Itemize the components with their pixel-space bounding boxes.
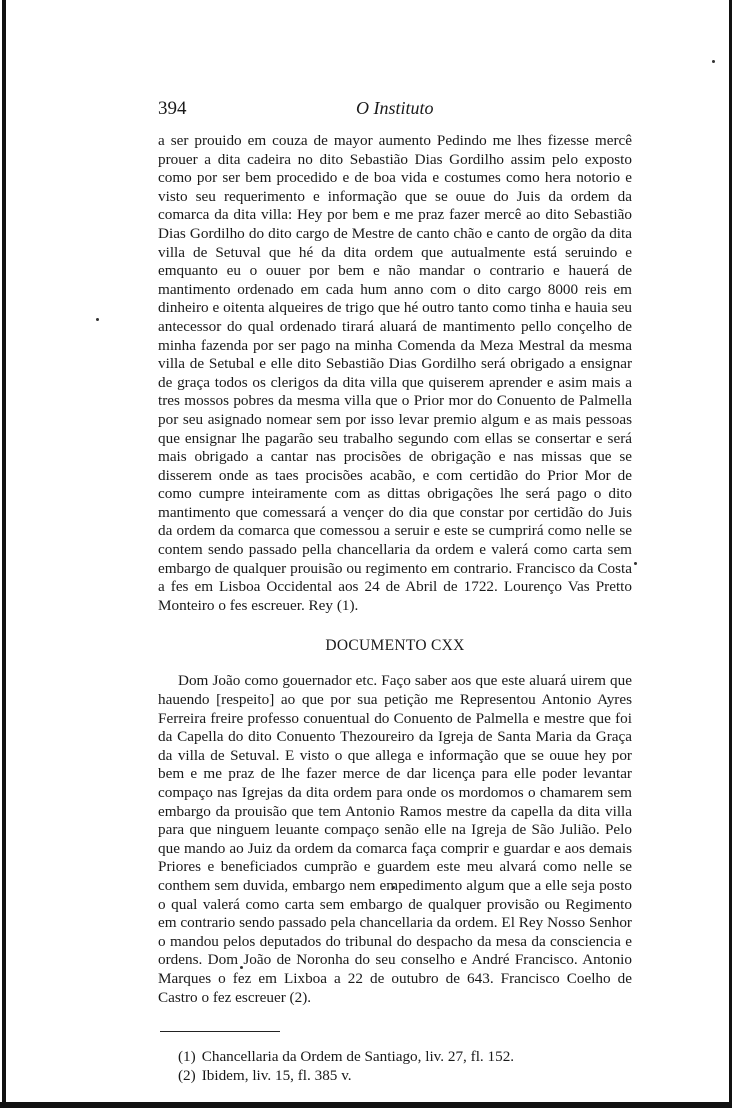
footnote-marker: (2)	[178, 1066, 196, 1084]
document-body-paragraph: a ser prouido em couza de mayor aumento Pedindo me lhes fizesse mercê prouer a dita cadeira no dito Sebastião Dias Gordilho assim pelo exposto como por ser bem procedido e de boa vida e costumes como hera notorio e visto seu requerimento e informação que se ouue do Juis da ordem da comarca da dita villa: Hey por bem e me praz fazer mercê ao dito Sebastião Dias Gordilho do dito cargo de Mestre de canto chão e canto de orgão da dita villa de Setuval que hé da dita ordem que autualmente está seruindo e emquanto eu o ouuer por bem e não mandar o contrario e hauerá de mantimento ordenado em cada hum anno com o dito cargo 8000 reis em dinheiro e oitenta alqueires de trigo que hé outro tanto como tinha e hauia seu antecessor do qual ordenado tirará aluará de mantimento pello conçelho de minha fazenda por ser pago na minha Comenda da Meza Mestral da mesma villa de Setubal e elle dito Sebastião Dias Gordilho será obrigado a ensignar de graça todos os clerigos da dita villa que quiserem aprender e asim mais a tres mossos pobres da mesma villa que o Prior mor do Conuento de Palmella por seu asignado nomear sem por isso levar premio algum e as mais pessoas que ensignar lhe pagarão seu trabalho segundo com ellas se consertar e será mais obrigado a cantar nas procisões de obrigação e nas missas que se disserem onde as taes procisões acabão, e com certidão do Prior Mor de como cumpre inteiramente com as dittas obrigações lhe será pago o dito mantimento que comessará a vençer do dia que constar por certidão do Juis da ordem da comarca que comessou a seruir e este se cumprirá como nelle se contem sendo passado pella chancellaria da ordem e valerá como carta sem embargo de qualquer prouisão ou regimento em contrario. Francisco da Costa a fes em Lisboa Occidental aos 24 de Abril de 1722. Lourenço Vas Pretto Monteiro o fes escreuer. Rey (1).	[158, 132, 632, 614]
document-cxx-paragraph: Dom João como gouernador etc. Faço saber aos que este aluará uirem que hauendo [respeito] ao que por sua petição me Representou Antonio Ayres Ferreira freire professo conuentual do Conuento de Palmella e mestre que foi da Capella do dito Conuento Thezoureiro da Igreja de Santa Maria da Graça da villa de Setuval. E visto o que allega e informação que se ouue hey por bem e me praz de lhe fazer merce de dar licença para elle poder levantar compaço nas Igrejas da dita ordem para onde os mordomos o chamarem sem embargo da prouisão que tem Antonio Ramos mestre da capella da dita villa para que ninguem leuante compaço senão elle na Igreja de São Julião. Pelo que mando ao Juiz da ordem da comarca faça comprir e guardar e aos demais Priores e beneficiados cumprão e guardem este meu alvará como nelle se conthem sem duvida, embargo nem empedimento algum que a elle seja posto o qual valerá como carta sem embargo de qualquer provisão ou Regimento em contrario sendo passado pela chancellaria da ordem. El Rey Nosso Senhor o mandou pelos deputados do tribunal do despacho da mesa da consciencia e ordens. Dom João de Noronha do seu conselho e André Francisco. Antonio Marques o fez em Lixboa a 22 de outubro de 643. Francisco Coelho de Castro o fez escreuer (2).	[158, 672, 632, 1006]
footnote-marker: (1)	[178, 1048, 196, 1066]
journal-title: O Instituto	[356, 98, 434, 118]
page-number: 394	[158, 98, 187, 119]
document-heading: DOCUMENTO CXX	[325, 637, 465, 655]
running-head	[158, 92, 632, 132]
scan-border-bottom	[0, 1102, 732, 1108]
footnotes	[178, 1048, 632, 1085]
footnote-text: Chancellaria da Ordem de Santiago, liv. 27, fl. 152.	[201, 1048, 515, 1066]
scan-speck	[712, 60, 715, 63]
scan-speck	[96, 318, 99, 321]
scan-border-left	[2, 0, 6, 1108]
scan-speck	[634, 562, 637, 565]
footnote	[178, 1067, 632, 1086]
footnote	[178, 1048, 632, 1067]
footnote-text: Ibidem, liv. 15, fl. 385 v.	[201, 1066, 352, 1084]
book-page	[158, 92, 632, 1085]
footnote-separator	[160, 1031, 280, 1032]
